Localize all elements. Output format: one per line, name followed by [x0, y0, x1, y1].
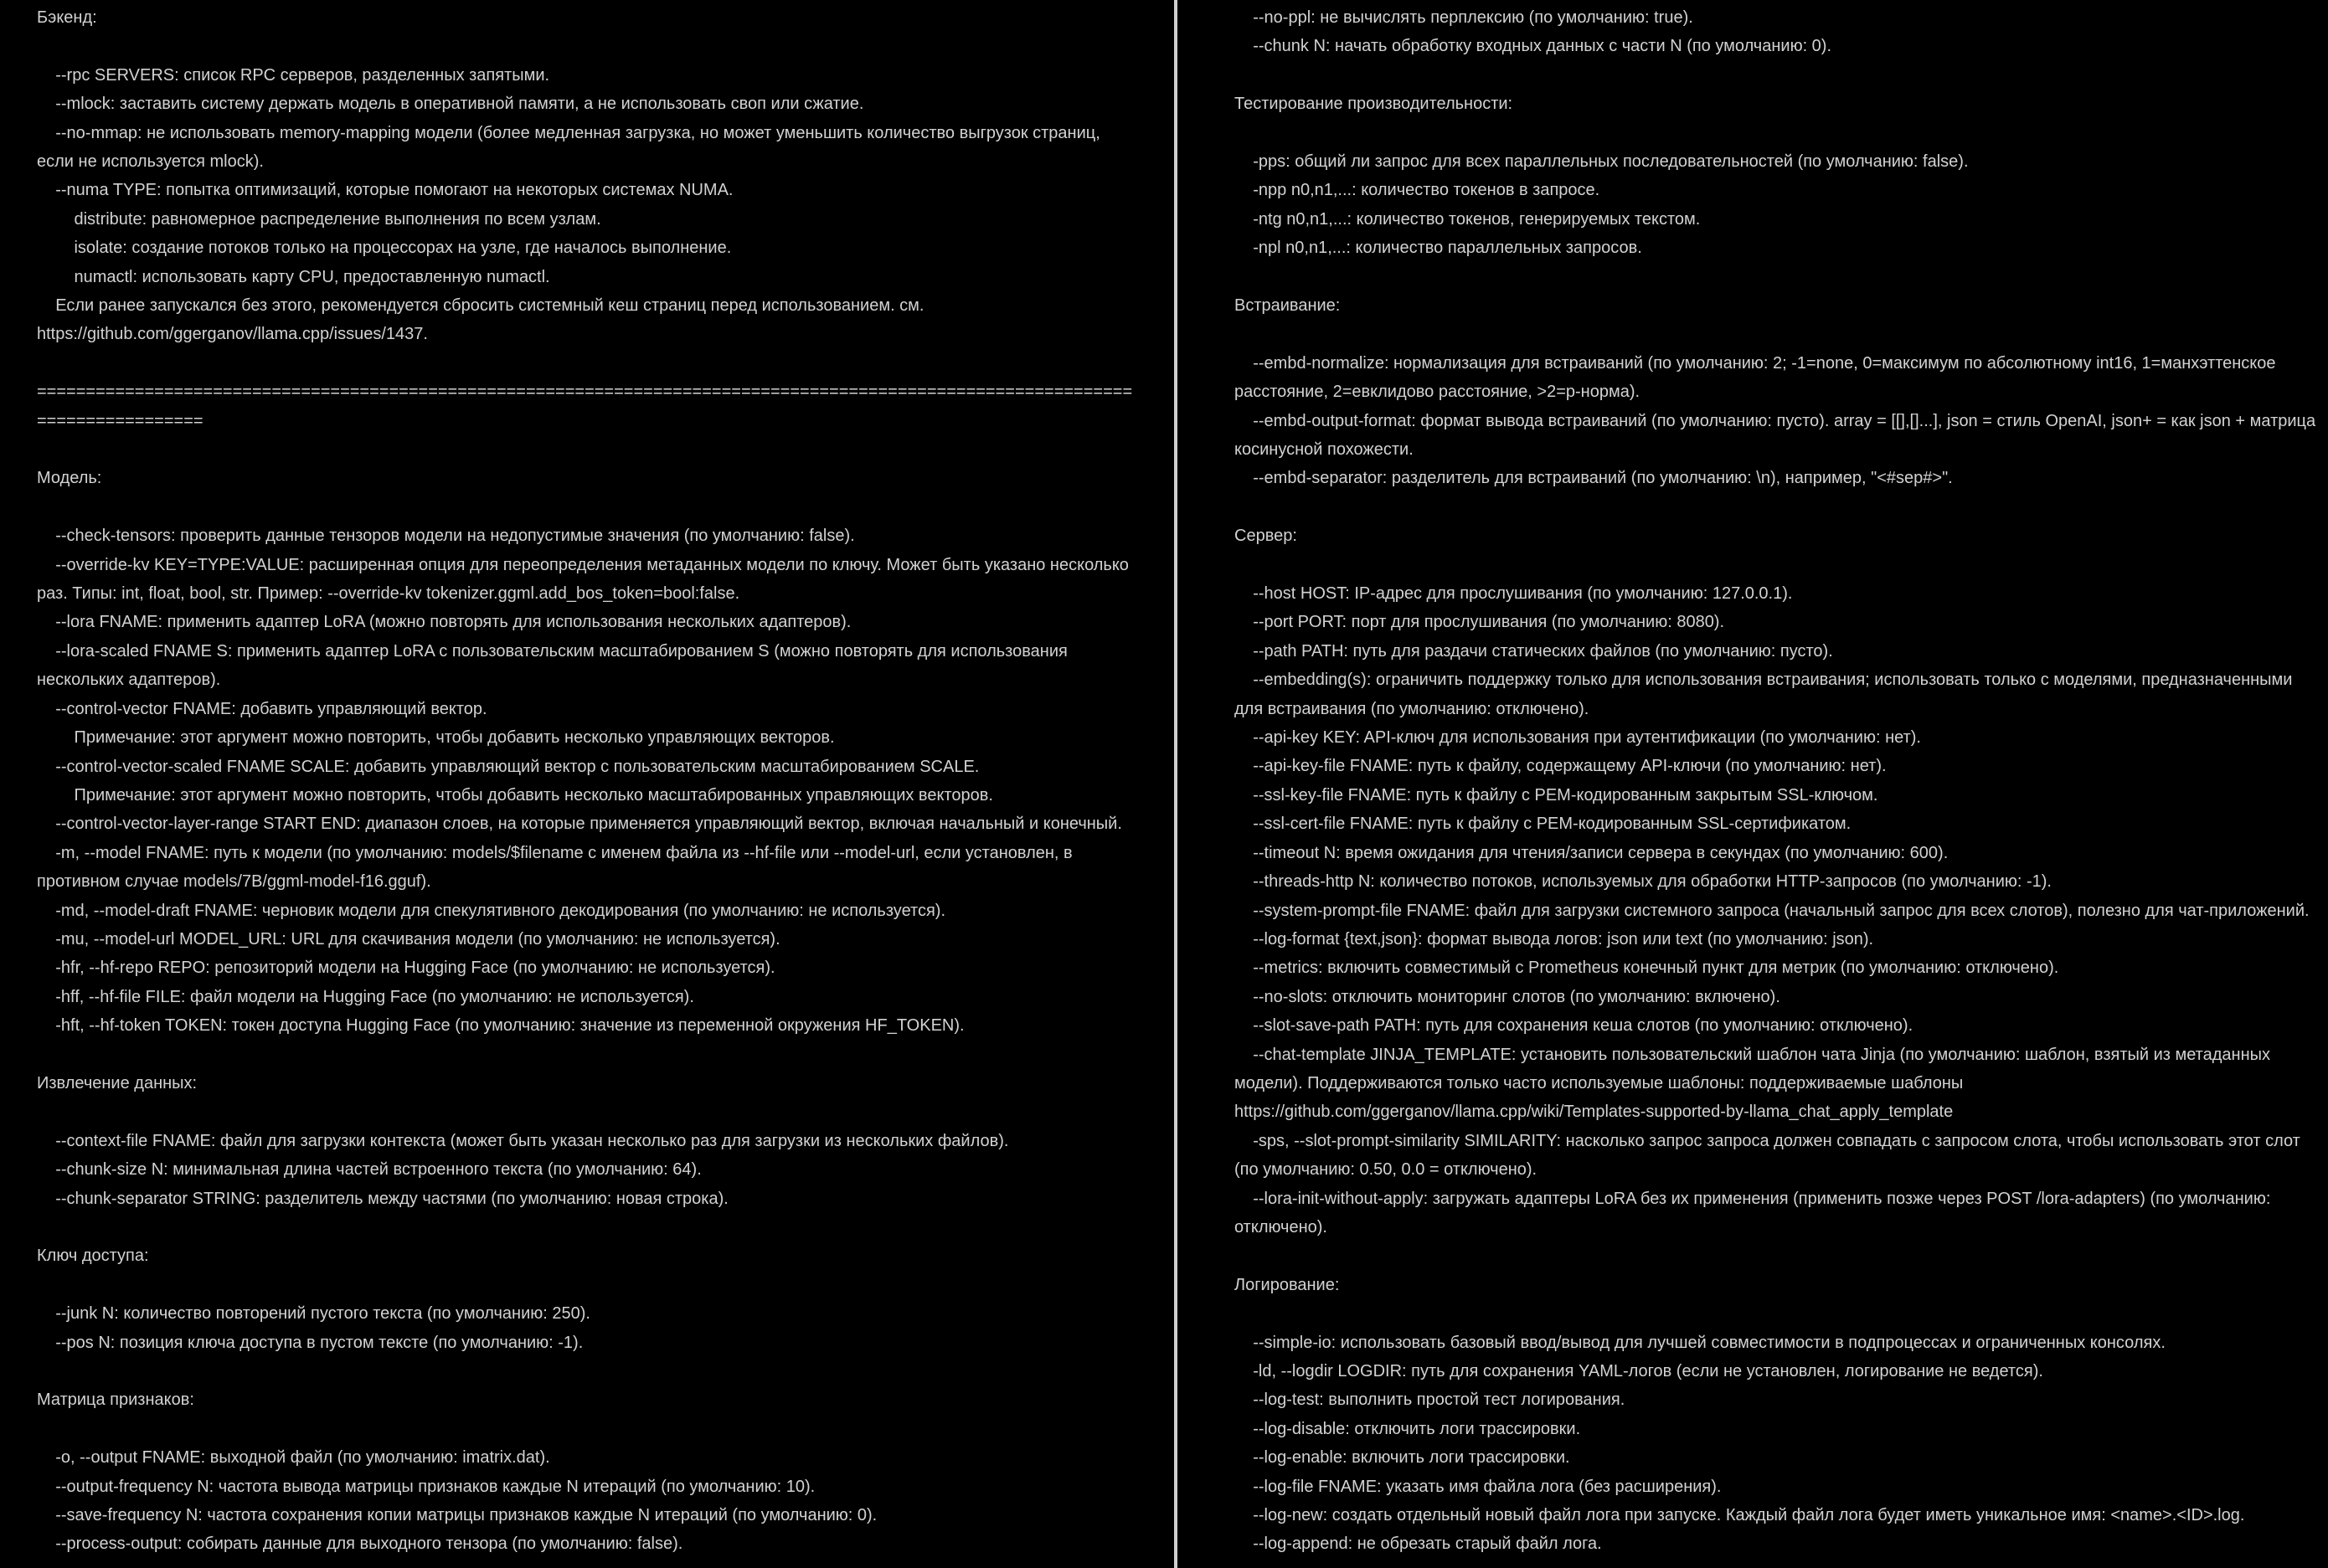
- option-line: --log-test: выполнить простой тест логирования.: [1234, 1391, 1625, 1410]
- blank-line: [37, 1271, 1134, 1299]
- option-line: --api-key KEY: API-ключ для использования при аутентификации (по умолчанию: нет).: [1234, 728, 1921, 748]
- section-heading: Матрица признаков:: [37, 1391, 194, 1410]
- option-line: -pps: общий ли запрос для всех параллельных последовательностей (по умолчанию: false).: [1234, 152, 1969, 171]
- option-line: -npp n0,n1,...: количество токенов в запросе.: [1234, 181, 1600, 200]
- blank-line: [1234, 119, 2323, 147]
- option-line: -ntg n0,n1,...: количество токенов, генерируемых текстом.: [1234, 209, 1701, 229]
- option-line: --junk N: количество повторений пустого текста (по умолчанию: 250).: [37, 1304, 590, 1324]
- option-line: --control-vector-layer-range START END: диапазон слоев, на которые применяется управляющий вектор, включая начальный и конечный.: [37, 815, 1122, 834]
- option-line: --embd-output-format: формат вывода встраиваний (по умолчанию: пусто). array = [[],[]...], json = стиль OpenAI, json+ = как json + матрица косинусной похожести.: [1234, 411, 2320, 460]
- option-line: --threads-http N: количество потоков, используемых для обработки HTTP-запросов (по умолчанию: -1).: [1234, 872, 2052, 892]
- option-line: --host HOST: IP-адрес для прослушивания (по умолчанию: 127.0.0.1).: [1234, 584, 1793, 604]
- option-line: --slot-save-path PATH: путь для сохранения кеша слотов (по умолчанию: отключено).: [1234, 1016, 1913, 1036]
- option-line: --no-ppl: не вычислять перплексию (по умолчанию: true).: [1234, 8, 1693, 27]
- blank-line: [37, 32, 1134, 60]
- blank-line: [37, 1415, 1134, 1443]
- option-line: --mlock: заставить систему держать модель в оперативной памяти, а не использовать своп или сжатие.: [37, 95, 864, 114]
- blank-line: [37, 1357, 1134, 1385]
- option-line: --lora-scaled FNAME S: применить адаптер LoRA с пользовательским масштабированием S (можно повторять для использования нескольких адаптеров).: [37, 641, 1073, 690]
- text-line: Примечание: этот аргумент можно повторить, чтобы добавить несколько масштабированных управляющих векторов.: [37, 785, 993, 805]
- option-line: -ld, --logdir LOGDIR: путь для сохранения YAML-логов (если не установлен, логирование не ведется).: [1234, 1361, 2043, 1380]
- separator-line: =================================================================================================================================: [37, 383, 1133, 430]
- option-line: --chunk N: начать обработку входных данных с части N (по умолчанию: 0).: [1234, 37, 1832, 56]
- blank-line: [1234, 263, 2323, 291]
- section-heading: Логирование:: [1234, 1275, 1340, 1294]
- section-heading: Встраивание:: [1234, 296, 1341, 316]
- section-heading: Тестирование производительности:: [1234, 95, 1513, 114]
- option-line: --output-frequency N: частота вывода матрицы признаков каждые N итераций (по умолчанию: 10).: [37, 1477, 816, 1496]
- option-line: -npl n0,n1,...: количество параллельных запросов.: [1234, 239, 1642, 258]
- option-line: --log-enable: включить логи трассировки.: [1234, 1448, 1570, 1468]
- option-line: --chunk-separator STRING: разделитель между частями (по умолчанию: новая строка).: [37, 1189, 729, 1208]
- section-heading: Извлечение данных:: [37, 1073, 198, 1092]
- blank-line: [37, 1041, 1134, 1069]
- option-line: --embd-separator: разделитель для встраиваний (по умолчанию: \n), например, "<#sep#>".: [1234, 469, 1953, 488]
- section-heading: Бэкенд:: [37, 8, 97, 27]
- option-line: --context-file FNAME: файл для загрузки контекста (может быть указан несколько раз для загрузки из нескольких файлов).: [37, 1131, 1009, 1150]
- option-line: -m, --model FNAME: путь к модели (по умолчанию: models/$filename с именем файла из --hf-file или --model-url, если установлен, в противном случае models/7B/ggml-model-f16.gguf).: [37, 843, 1078, 892]
- blank-line: [1234, 320, 2323, 348]
- blank-line: [1234, 61, 2323, 90]
- option-line: -sps, --slot-prompt-similarity SIMILARITY: насколько запрос запроса должен совпадать с запросом слота, чтобы использовать этот слот (по умолчанию: 0.50, 0.0 = отключено).: [1234, 1131, 2305, 1180]
- blank-line: [37, 1213, 1134, 1242]
- option-line: --port PORT: порт для прослушивания (по умолчанию: 8080).: [1234, 613, 1725, 632]
- option-line: --path PATH: путь для раздачи статических файлов (по умолчанию: пусто).: [1234, 641, 1833, 661]
- option-line: --api-key-file FNAME: путь к файлу, содержащему API-ключи (по умолчанию: нет).: [1234, 757, 1887, 776]
- option-line: --log-new: создать отдельный новый файл лога при запуске. Каждый файл лога будет иметь уникальное имя: <name>.<ID>.log.: [1234, 1506, 2245, 1524]
- option-line: --no-mmap: не использовать memory-mapping модели (более медленная загрузка, но может уменьшить количество выгрузок страниц, если не используется mlock).: [37, 123, 1105, 172]
- option-line: --lora FNAME: применить адаптер LoRA (можно повторять для использования нескольких адаптеров).: [37, 613, 852, 632]
- section-heading: Сервер:: [1234, 527, 1297, 546]
- option-line: --log-append: не обрезать старый файл лога.: [1234, 1535, 1602, 1554]
- option-line: --control-vector FNAME: добавить управляющий вектор.: [37, 699, 487, 718]
- option-line: --rpc SERVERS: список RPC серверов, разделенных запятыми.: [37, 65, 550, 85]
- blank-line: [37, 1098, 1134, 1126]
- option-line: --ssl-cert-file FNAME: путь к файлу с PEM-кодированным SSL-сертификатом.: [1234, 815, 1852, 834]
- option-line: --lora-init-without-apply: загружать адаптеры LoRA без их применения (применить позже через POST /lora-adapters) (по умолчанию: отключено).: [1234, 1189, 2275, 1236]
- option-line: --system-prompt-file FNAME: файл для загрузки системного запроса (начальный запрос для всех слотов), полезно для чат-приложений.: [1234, 901, 2310, 920]
- option-line: -mu, --model-url MODEL_URL: URL для скачивания модели (по умолчанию: не используется).: [37, 929, 780, 949]
- option-line: --metrics: включить совместимый с Prometheus конечный пункт для метрик (по умолчанию: отключено).: [1234, 959, 2059, 978]
- option-line: --save-frequency N: частота сохранения копии матрицы признаков каждые N итераций (по умолчанию: 0).: [37, 1505, 878, 1524]
- option-line: --embd-normalize: нормализация для встраиваний (по умолчанию: 2; -1=none, 0=максимум по абсолютному int16, 1=манхэттенское расстояние, 2=евклидово расстояние, >2=p-норма).: [1234, 353, 2281, 402]
- blank-line: [37, 493, 1134, 522]
- right-text-pane: [1177, 0, 2328, 1568]
- option-line: --log-disable: отключить логи трассировки.: [1234, 1419, 1581, 1438]
- option-line: --numa TYPE: попытка оптимизаций, которые помогают на некоторых системах NUMA.: [37, 181, 734, 200]
- section-heading: Ключ доступа:: [37, 1247, 149, 1266]
- option-line: --chat-template JINJA_TEMPLATE: установить пользовательский шаблон чата Jinja (по умолчанию: шаблон, взятый из метаданных модели). Поддерживаются только часто используемые шаблоны: поддерживаемые шаблоны https://github.com/ggerganov/llama.cpp/wiki/Templates-supported-by-llama_chat_apply_template: [1234, 1045, 2275, 1122]
- section-heading: Модель:: [37, 469, 102, 488]
- option-line: --embedding(s): ограничить поддержку только для использования встраивания; использовать только с моделями, предназначенными для встраивания (по умолчанию: отключено).: [1234, 671, 2298, 718]
- text-line: Если ранее запускался без этого, рекомендуется сбросить системный кеш страниц перед использованием. см. https://github.com/ggerganov/llama.cpp/issues/1437.: [37, 296, 930, 344]
- blank-line: [37, 349, 1134, 378]
- blank-line: [1234, 1299, 2323, 1328]
- blank-line: [37, 435, 1134, 464]
- option-line: --process-output: собирать данные для выходного тензора (по умолчанию: false).: [37, 1535, 683, 1554]
- text-line: distribute: равномерное распределение выполнения по всем узлам.: [37, 209, 601, 229]
- option-line: --override-kv KEY=TYPE:VALUE: расширенная опция для переопределения метаданных модели по ключу. Может быть указано несколько раз. Типы: int, float, bool, str. Пример: --override-kv tokenizer.ggml.add_bos_token=bool:false.: [37, 555, 1134, 604]
- blank-line: [1234, 551, 2323, 579]
- text-line: Примечание: этот аргумент можно повторить, чтобы добавить несколько управляющих векторов.: [37, 728, 835, 748]
- option-line: -hff, --hf-file FILE: файл модели на Hugging Face (по умолчанию: не используется).: [37, 987, 694, 1006]
- option-line: --no-slots: отключить мониторинг слотов (по умолчанию: включено).: [1234, 987, 1780, 1006]
- option-line: --ssl-key-file FNAME: путь к файлу с PEM-кодированным закрытым SSL-ключом.: [1234, 785, 1878, 805]
- option-line: --log-format {text,json}: формат вывода логов: json или text (по умолчанию: json).: [1234, 929, 1874, 949]
- option-line: --simple-io: использовать базовый ввод/вывод для лучшей совместимости в подпроцессах и ограниченных консолях.: [1234, 1333, 2166, 1352]
- option-line: -o, --output FNAME: выходной файл (по умолчанию: imatrix.dat).: [37, 1448, 550, 1468]
- option-line: -hfr, --hf-repo REPO: репозиторий модели на Hugging Face (по умолчанию: не используется).: [37, 959, 775, 978]
- option-line: --pos N: позиция ключа доступа в пустом тексте (по умолчанию: -1).: [37, 1333, 584, 1352]
- option-line: -hft, --hf-token TOKEN: токен доступа Hugging Face (по умолчанию: значение из переменной окружения HF_TOKEN).: [37, 1016, 965, 1036]
- option-line: --chunk-size N: минимальная длина частей встроенного текста (по умолчанию: 64).: [37, 1160, 702, 1180]
- option-line: --control-vector-scaled FNAME SCALE: добавить управляющий вектор с пользовательским масштабированием SCALE.: [37, 757, 980, 776]
- option-line: --log-file FNAME: указать имя файла лога (без расширения).: [1234, 1477, 1722, 1496]
- option-line: --check-tensors: проверить данные тензоров модели на недопустимые значения (по умолчанию: false).: [37, 527, 855, 546]
- option-line: --timeout N: время ожидания для чтения/записи сервера в секундах (по умолчанию: 600).: [1234, 843, 1949, 862]
- blank-line: [1234, 1242, 2323, 1270]
- blank-line: [1234, 493, 2323, 522]
- text-line: isolate: создание потоков только на процессорах на узле, где началось выполнение.: [37, 239, 732, 258]
- option-line: -md, --model-draft FNAME: черновик модели для спекулятивного декодирования (по умолчанию: не используется).: [37, 901, 946, 920]
- text-line: numactl: использовать карту CPU, предоставленную numactl.: [37, 267, 550, 286]
